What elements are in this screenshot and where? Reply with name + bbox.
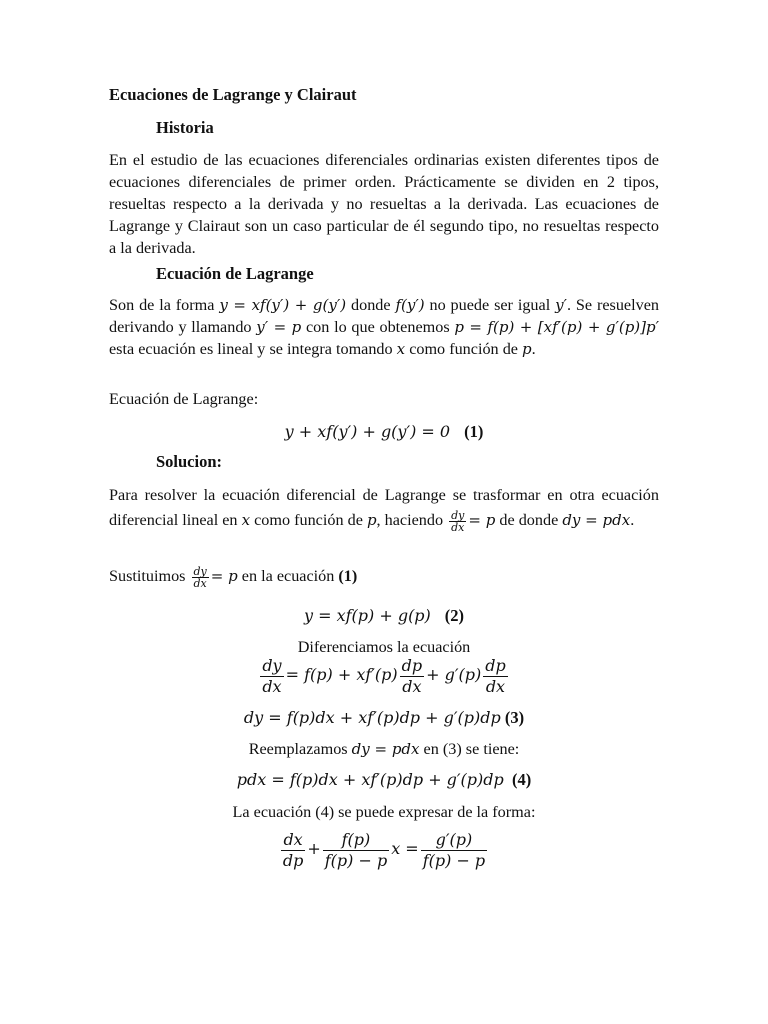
fraction-denominator: dx bbox=[451, 520, 465, 534]
text-segment: no puede ser igual bbox=[424, 296, 556, 314]
fraction-dp-dx bbox=[483, 656, 507, 697]
math-inline: y′ bbox=[555, 296, 567, 314]
math-inline: = p bbox=[210, 567, 238, 586]
fraction-numerator: g′(p) bbox=[421, 830, 487, 851]
math-inline: p bbox=[366, 511, 377, 529]
fraction-numerator: dp bbox=[485, 656, 506, 675]
math-inline: x = bbox=[391, 839, 419, 859]
text-segment: como función de bbox=[250, 511, 367, 529]
fraction-numerator: dy bbox=[262, 656, 282, 675]
fraction-denominator: f(p) − p bbox=[324, 851, 388, 870]
fraction-denominator: dx bbox=[402, 677, 422, 696]
reemplazamos-line bbox=[109, 740, 659, 759]
fraction-g-over-f-minus-p bbox=[421, 830, 487, 871]
math-inline: + g′(p) bbox=[426, 665, 482, 685]
math-inline: x bbox=[241, 511, 251, 529]
fraction-numerator: dx bbox=[281, 830, 305, 851]
text-segment: en (3) se tiene: bbox=[419, 740, 520, 758]
math-inline: y = xf(y′) + g(y′) bbox=[219, 296, 347, 314]
heading-historia: Historia bbox=[156, 118, 214, 137]
fraction-numerator: dy bbox=[193, 565, 207, 578]
equation-2-body: y = xf(p) + g(p) bbox=[303, 606, 431, 625]
fraction-dp-dx bbox=[400, 656, 424, 697]
math-inline: f(y′) bbox=[395, 296, 425, 314]
fraction-dx-dp bbox=[281, 830, 305, 871]
text-segment: . bbox=[630, 511, 635, 529]
equation-ref: (1) bbox=[338, 567, 358, 586]
equation-1 bbox=[109, 422, 659, 442]
text-segment: Reemplazamos bbox=[248, 740, 352, 758]
fraction-denominator: f(p) − p bbox=[422, 851, 486, 870]
fraction-numerator: dy bbox=[451, 508, 465, 522]
math-inline: y′ = p bbox=[256, 318, 302, 336]
fraction-denominator: dx bbox=[485, 677, 506, 696]
math-inline: = p bbox=[468, 511, 496, 529]
text-segment: Sustituimos bbox=[109, 567, 190, 586]
lagrange-label: Ecuación de Lagrange: bbox=[109, 390, 259, 408]
math-inline: p = f(p) + [xf′(p) + g′(p)]p′ bbox=[454, 318, 660, 336]
equation-2-tag: (2) bbox=[444, 606, 465, 625]
text-segment: Son de la forma bbox=[109, 296, 220, 314]
equation-3-tag: (3) bbox=[504, 708, 525, 727]
equation-4-body: pdx = f(p)dx + xf′(p)dp + g′(p)dp bbox=[236, 770, 504, 789]
fraction-denominator: dp bbox=[282, 851, 304, 870]
text-segment: como función de bbox=[405, 340, 523, 358]
equation-3-body: dy = f(p)dx + xf′(p)dp + g′(p)dp bbox=[243, 708, 501, 727]
math-inline: dy = pdx bbox=[562, 511, 631, 529]
equation-derivative bbox=[109, 656, 659, 697]
text-segment: donde bbox=[346, 296, 396, 314]
math-inline: dy = pdx bbox=[351, 740, 420, 758]
document-title: Ecuaciones de Lagrange y Clairaut bbox=[109, 85, 357, 104]
text-segment: esta ecuación es lineal y se integra tomando bbox=[109, 340, 397, 358]
fraction-denominator: dx bbox=[193, 577, 207, 590]
diferenciamos-label: Diferenciamos la ecuación bbox=[297, 638, 471, 656]
text-segment: , haciendo bbox=[376, 511, 448, 529]
fraction-numerator: f(p) bbox=[323, 830, 389, 851]
text-segment: con lo que obtenemos bbox=[301, 318, 455, 336]
equation-4-tag: (4) bbox=[512, 770, 532, 789]
solucion-paragraph bbox=[109, 483, 659, 533]
text-segment: . bbox=[531, 340, 536, 358]
equation-linear-form: $\frac{dx}{dp}$ + $\frac{f(p)}{f(p) - p}$ x = $\frac{g'(p)}{f(p) - p}$ bbox=[282, 830, 486, 870]
equation-4 bbox=[109, 770, 659, 790]
equation-1-tag: (1) bbox=[464, 422, 484, 441]
fraction-dy-dx bbox=[260, 656, 283, 697]
fraction-denominator: dx bbox=[262, 677, 282, 696]
historia-paragraph: En el estudio de las ecuaciones diferenciales ordinarias existen diferentes tipos de ecuaciones diferenciales de primer orden. Prácticamente se dividen en 2 tipos, resueltas respecto a la derivada y no resueltas a la derivada. Las ecuaciones de Lagrange y Clairaut son un caso particular de él segundo tipo, no resueltas respecto a la derivada. bbox=[109, 151, 659, 257]
equation-1-body: y + xf(y′) + g(y′) = 0 bbox=[284, 422, 451, 441]
equation-2 bbox=[109, 606, 659, 626]
sustituimos-line bbox=[109, 566, 357, 589]
fraction-dy-dx bbox=[449, 510, 466, 533]
fraction-dy-dx bbox=[192, 566, 209, 589]
lagrange-paragraph bbox=[109, 294, 659, 360]
heading-solucion: Solucion: bbox=[156, 452, 223, 471]
expresar-label: La ecuación (4) se puede expresar de la forma: bbox=[232, 803, 536, 821]
fraction-numerator: dp bbox=[401, 656, 423, 675]
fraction-f-over-f-minus-p bbox=[323, 830, 389, 871]
math-inline: p bbox=[522, 340, 532, 358]
text-segment: Para resolver la ecuación diferencial de Lagrange se trasformar en otra ecuación diferencial lineal en bbox=[109, 486, 659, 529]
text-segment: . Se resuelven derivando y llamando bbox=[109, 296, 659, 336]
math-inline: x bbox=[396, 340, 406, 358]
equation-3 bbox=[109, 708, 659, 728]
math-inline: = f(p) + xf′(p) bbox=[285, 665, 398, 685]
text-segment: en la ecuación bbox=[237, 567, 339, 586]
heading-lagrange: Ecuación de Lagrange bbox=[156, 264, 314, 283]
text-segment: de donde bbox=[495, 511, 563, 529]
